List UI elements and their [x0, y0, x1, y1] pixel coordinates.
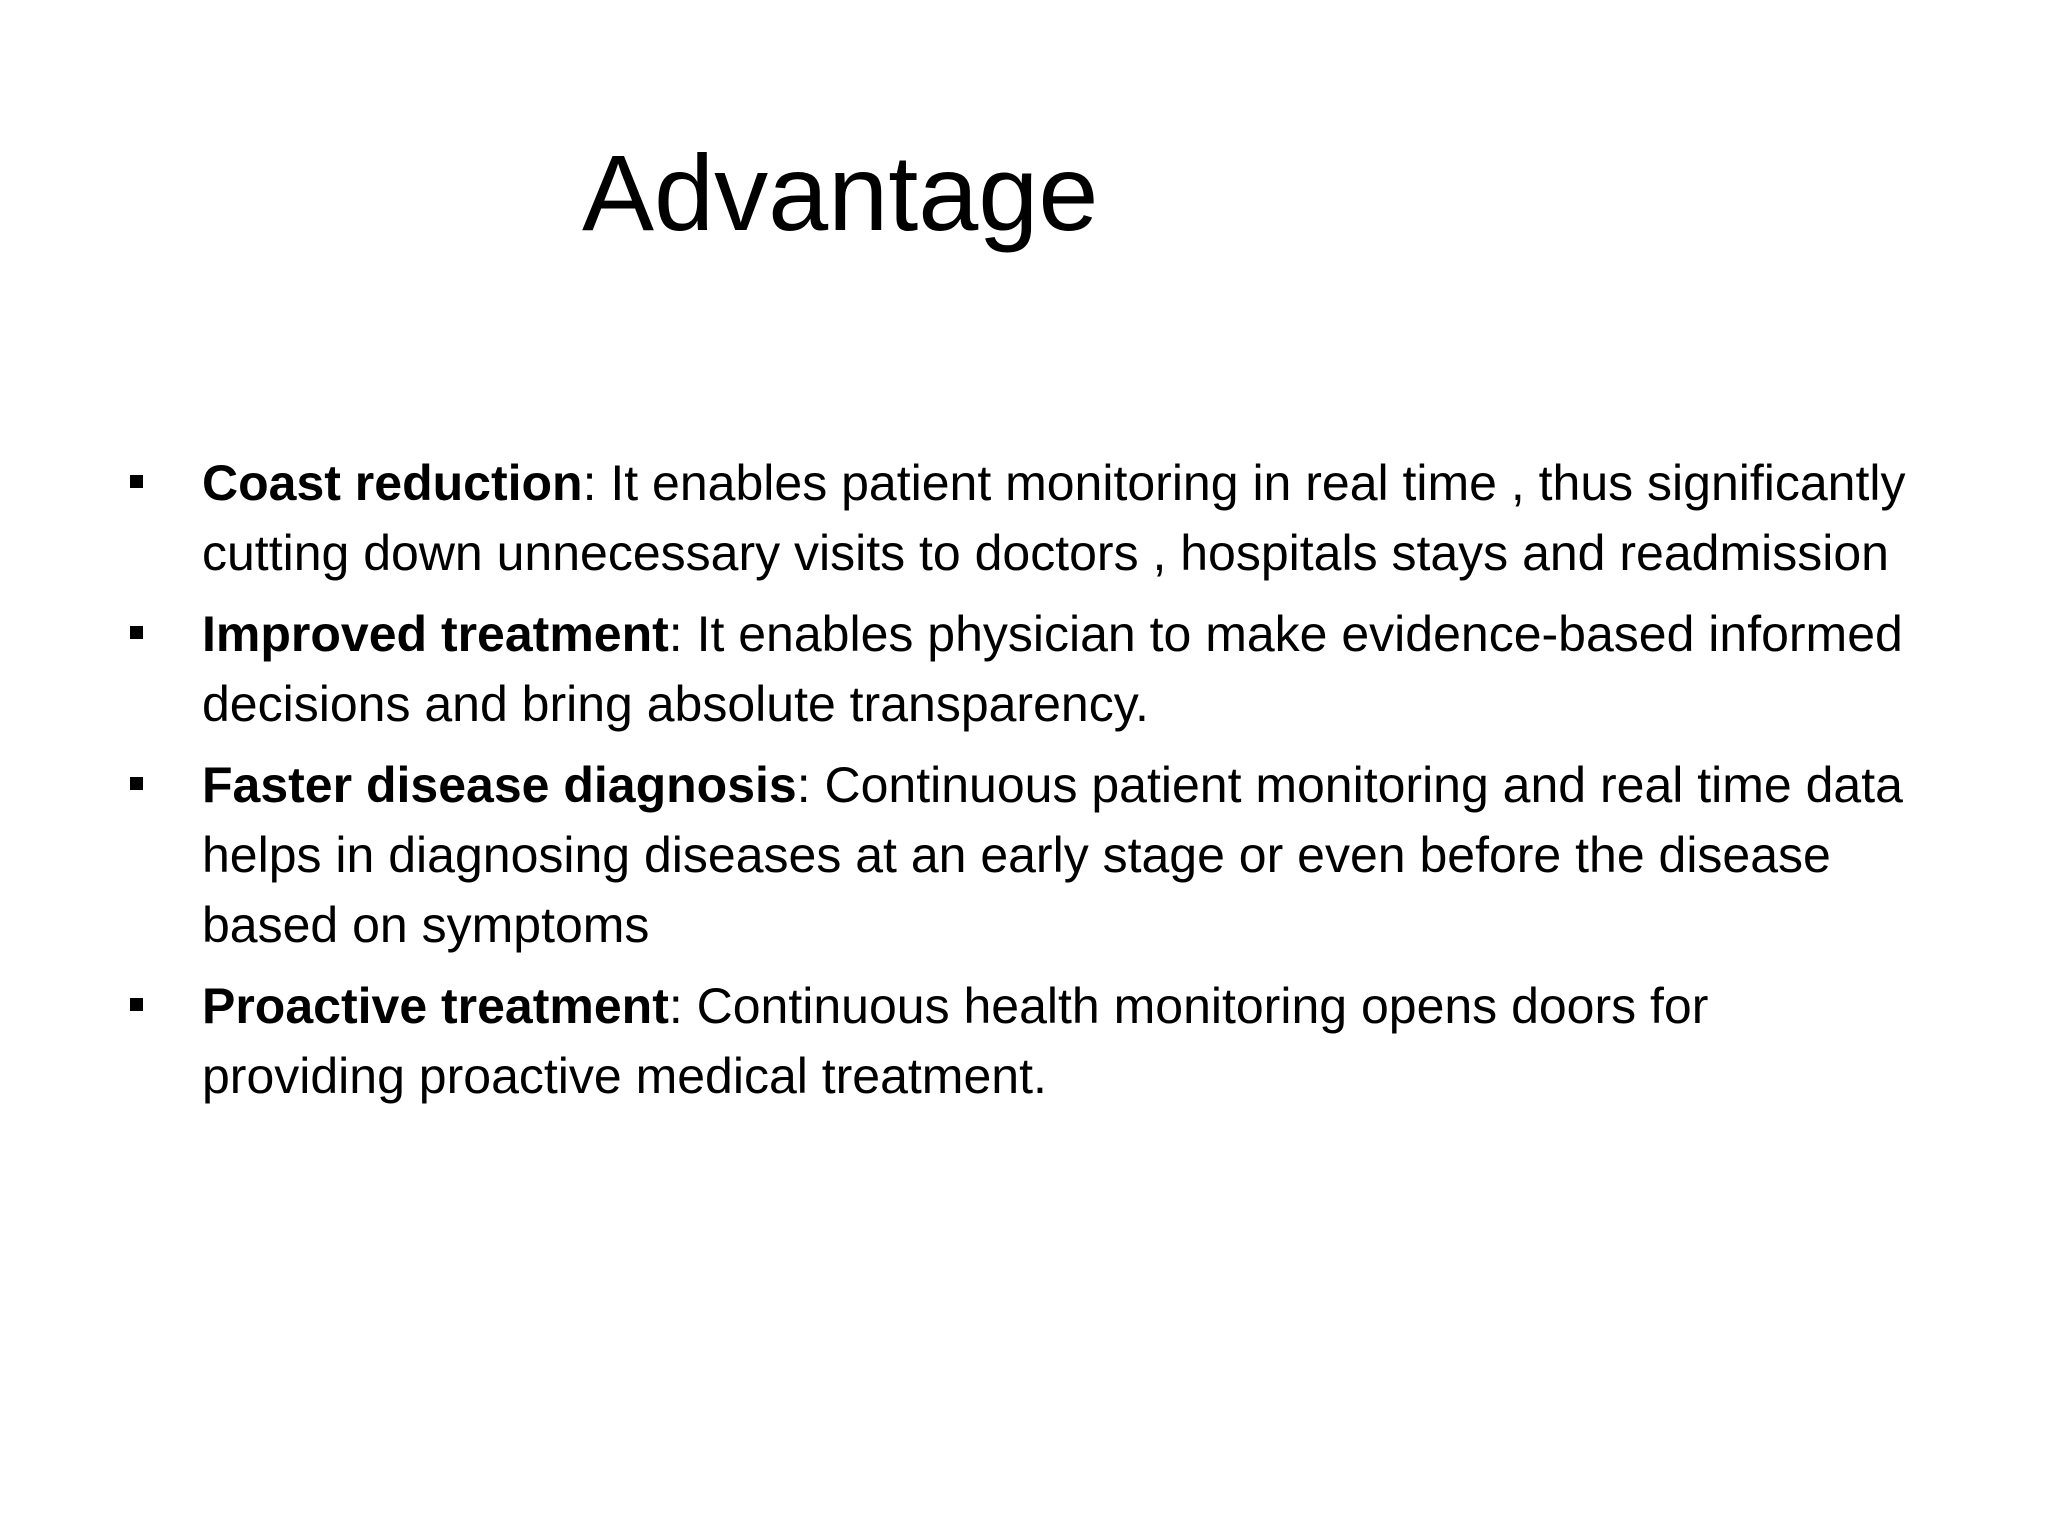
square-bullet-icon	[130, 475, 143, 488]
bullet-list	[120, 448, 1920, 1122]
bullet-term: Proactive treatment	[202, 978, 669, 1034]
bullet-item-improved-treatment	[120, 599, 1920, 739]
bullet-text: : It enables patient monitoring in real time , thus significantly cutting down unnecessary visits to doctors , hospitals stays and readmission	[202, 455, 1906, 581]
square-bullet-icon	[130, 777, 143, 790]
bullet-text: : Continuous patient monitoring and real time data helps in diagnosing diseases at an early stage or even before the disease based on symptoms	[202, 757, 1903, 953]
bullet-item-faster-disease-diagnosis	[120, 750, 1920, 960]
square-bullet-icon	[130, 998, 143, 1011]
slide-title: Advantage	[582, 132, 1099, 253]
bullet-text: : Continuous health monitoring opens doors for providing proactive medical treatment.	[202, 978, 1709, 1104]
bullet-text: : It enables physician to make evidence-based informed decisions and bring absolute transparency.	[202, 606, 1903, 732]
bullet-item-coast-reduction	[120, 448, 1920, 588]
bullet-term: Coast reduction	[202, 455, 583, 511]
bullet-term: Improved treatment	[202, 606, 669, 662]
square-bullet-icon	[130, 626, 143, 639]
bullet-term: Faster disease diagnosis	[202, 757, 797, 813]
bullet-item-proactive-treatment	[120, 971, 1920, 1111]
